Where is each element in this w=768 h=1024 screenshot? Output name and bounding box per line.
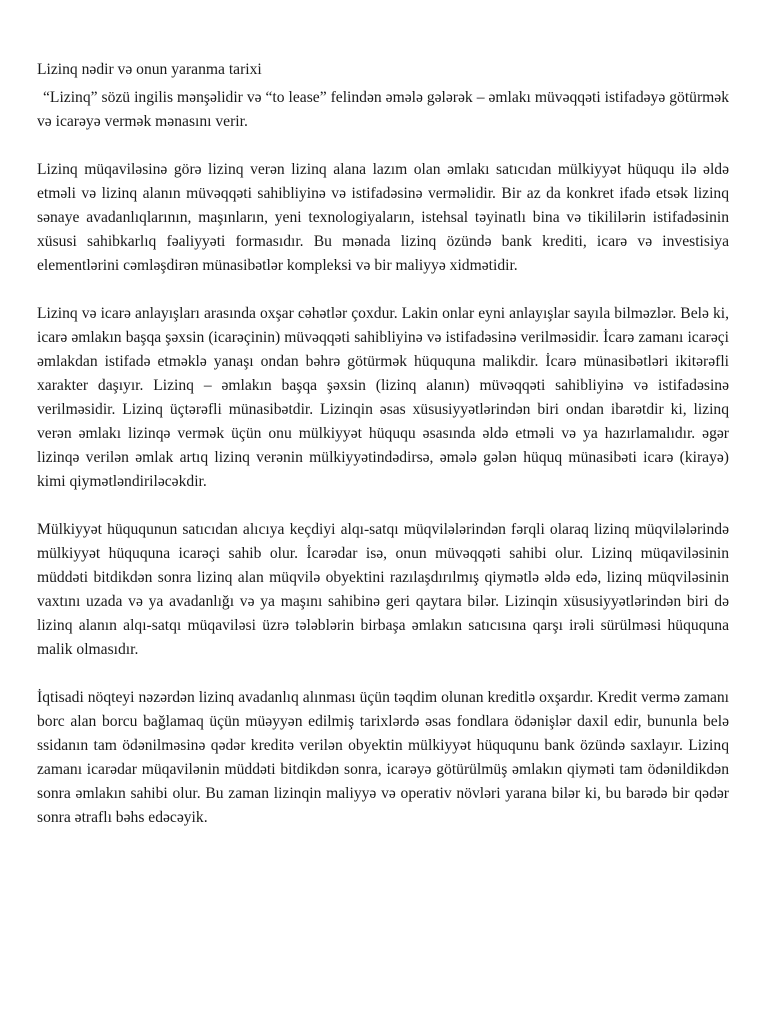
paragraph-4: Mülkiyyət hüququnun satıcıdan alıcıya keçdiyi alqı-satqı müqvilələrindən fərqli olaraq lizinq müqvilələrində mülkiyyət hüququna icarəçi sahib olur. İcarədar isə, onun müvəqqəti sahibi olur. Lizinq müqaviləsinin müddəti bitdikdən sonra lizinq alan müqvilə obyektini razılaşdırılmış qiymətlə əldə edə, lizinq müqviləsinin vaxtını uzada və ya avadanlığı və ya maşını sahibinə geri qaytara bilər. Lizinqin xüsusiyyətlərindən biri də lizinq alanın alqı-satqı müqaviləsi üzrə tələblərin birbaşa əmlakın satıcısına qarşı irəli sürülməsi hüququna malik olmasıdır. [37,521,729,658]
document-page [37,58,729,854]
paragraph-2: Lizinq müqaviləsinə görə lizinq verən lizinq alana lazım olan əmlakı satıcıdan mülkiyyət hüququ ilə əldə etməli və lizinq alanın müvəqqəti sahibliyinə və istifadəsinə verməlidir. Bir az da konkret ifadə etsək lizinq sənaye avadanlıqlarının, maşınların, yeni texnologiyaların, istehsal təyinatlı bina və tikililərin istifadəsinin xüsusi sahibkarlıq fəaliyyəti formasıdır. Bu mənada lizinq özündə bank krediti, icarə və investisiya elementlərini cəmləşdirən münasibətlər kompleksi və bir maliyyə xidmətidir. [37,161,729,274]
document-title: Lizinq nədir və onun yaranma tarixi [37,61,262,78]
paragraph-1: “Lizinq” sözü ingilis mənşəlidir və “to lease” felindən əmələ gələrək – əmlakı müvəqqəti istifadəyə götürmək və icarəyə vermək mənasını verir. [37,89,729,130]
paragraph-3: Lizinq və icarə anlayışları arasında oxşar cəhətlər çoxdur. Lakin onlar eyni anlayışlar sayıla bilməzlər. Belə ki, icarə əmlakın başqa şəxsin (icarəçinin) müvəqqəti sahibliyinə və istifadəsinə verilməsidir. İcarə zamanı icarəçi əmlakdan istifadə etməklə yanaşı ondan bəhrə götürmək hüququna malikdir. İcarə münasibətləri ikitərəfli xarakter daşıyır. Lizinq – əmlakın başqa şəxsin (lizinq alanın) müvəqqəti sahibliyinə və istifadəsinə verilməsidir. Lizinq üçtərəfli münasibətdir. Lizinqin əsas xüsusiyyətlərindən biri ondan ibarətdir ki, lizinq verən əmlakı lizinqə vermək üçün onu mülkiyyət hüququ əsasında əldə etməli və ya hazırlamalıdır. əgər lizinqə verilən əmlak artıq lizinq verənin mülkiyyətindədirsə, əmələ gələn hüquq münasibəti icarə (kirayə) kimi qiymətləndiriləcəkdir. [37,305,729,490]
paragraph-5: İqtisadi nöqteyi nəzərdən lizinq avadanlıq alınması üçün təqdim olunan kreditlə oxşardır. Kredit vermə zamanı borc alan borcu bağlamaq üçün müəyyən edilmiş tarixlərdə əsas fondlara ödənişlər daxil edir, bununla belə ssidanın tam ödənilməsinə qədər kreditə verilən obyektin mülkiyyət hüququnu bank özündə saxlayır. Lizinq zamanı icarədar müqavilənin müddəti bitdikdən sonra, icarəyə götürülmüş əmlakın qiyməti tam ödənildikdən sonra əmlakın sahibi olur. Bu zaman lizinqin maliyyə və operativ növləri yarana bilər ki, bu barədə bir qədər sonra ətraflı bəhs edəcəyik. [37,689,729,826]
